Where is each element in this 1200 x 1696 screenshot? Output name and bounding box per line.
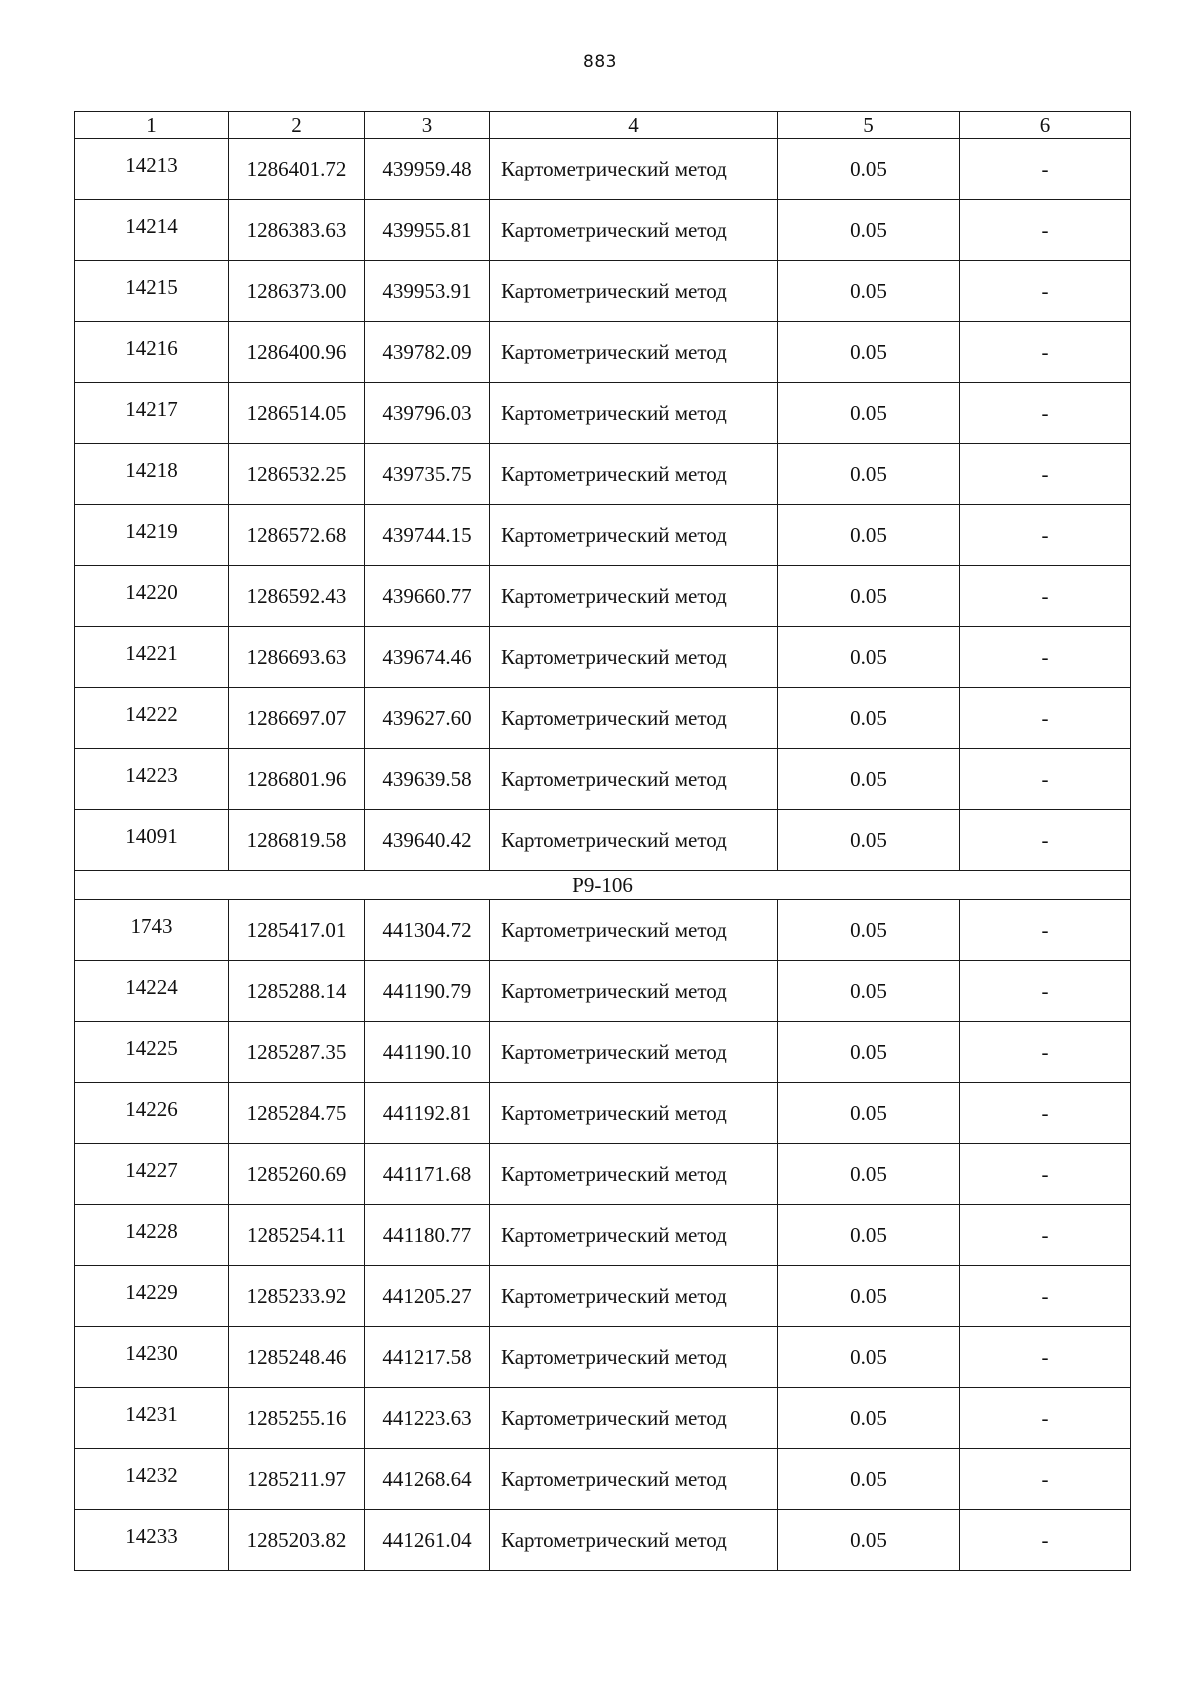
column-header: 2 [229, 112, 365, 139]
column-header: 5 [778, 112, 960, 139]
table-row [75, 1510, 1131, 1571]
x-coordinate-cell: 1286373.00 [229, 261, 365, 322]
x-coordinate-cell: 1285254.11 [229, 1205, 365, 1266]
method-cell: Картометрический метод [490, 900, 778, 961]
point-number-cell: 14225 [75, 1022, 229, 1083]
note-cell: - [960, 1388, 1131, 1449]
x-coordinate-cell: 1286693.63 [229, 627, 365, 688]
note-cell: - [960, 383, 1131, 444]
point-number-cell: 14224 [75, 961, 229, 1022]
y-coordinate-cell: 439627.60 [365, 688, 490, 749]
column-header: 1 [75, 112, 229, 139]
y-coordinate-cell: 439955.81 [365, 200, 490, 261]
accuracy-cell: 0.05 [778, 1327, 960, 1388]
x-coordinate-cell: 1285255.16 [229, 1388, 365, 1449]
method-cell: Картометрический метод [490, 1388, 778, 1449]
point-number-cell: 14216 [75, 322, 229, 383]
note-cell: - [960, 688, 1131, 749]
point-number-cell: 14226 [75, 1083, 229, 1144]
x-coordinate-cell: 1286401.72 [229, 139, 365, 200]
point-number-cell: 14213 [75, 139, 229, 200]
accuracy-cell: 0.05 [778, 1449, 960, 1510]
column-header: 3 [365, 112, 490, 139]
x-coordinate-cell: 1286592.43 [229, 566, 365, 627]
note-cell: - [960, 139, 1131, 200]
y-coordinate-cell: 441223.63 [365, 1388, 490, 1449]
point-number-cell: 14233 [75, 1510, 229, 1571]
table-row [75, 627, 1131, 688]
note-cell: - [960, 1205, 1131, 1266]
x-coordinate-cell: 1285287.35 [229, 1022, 365, 1083]
point-number-cell: 14220 [75, 566, 229, 627]
point-number-cell: 14219 [75, 505, 229, 566]
note-cell: - [960, 810, 1131, 871]
table-row [75, 961, 1131, 1022]
x-coordinate-cell: 1286819.58 [229, 810, 365, 871]
table-row [75, 200, 1131, 261]
method-cell: Картометрический метод [490, 749, 778, 810]
table-row [75, 444, 1131, 505]
method-cell: Картометрический метод [490, 688, 778, 749]
accuracy-cell: 0.05 [778, 505, 960, 566]
table-row [75, 1083, 1131, 1144]
coordinates-table [74, 111, 1131, 1571]
point-number-cell: 14227 [75, 1144, 229, 1205]
x-coordinate-cell: 1285288.14 [229, 961, 365, 1022]
x-coordinate-cell: 1285248.46 [229, 1327, 365, 1388]
note-cell: - [960, 200, 1131, 261]
note-cell: - [960, 322, 1131, 383]
accuracy-cell: 0.05 [778, 1510, 960, 1571]
accuracy-cell: 0.05 [778, 749, 960, 810]
note-cell: - [960, 749, 1131, 810]
note-cell: - [960, 1266, 1131, 1327]
y-coordinate-cell: 441261.04 [365, 1510, 490, 1571]
y-coordinate-cell: 439660.77 [365, 566, 490, 627]
method-cell: Картометрический метод [490, 139, 778, 200]
table-row [75, 139, 1131, 200]
table-row [75, 1205, 1131, 1266]
y-coordinate-cell: 439959.48 [365, 139, 490, 200]
point-number-cell: 14218 [75, 444, 229, 505]
table-row [75, 261, 1131, 322]
accuracy-cell: 0.05 [778, 566, 960, 627]
accuracy-cell: 0.05 [778, 1266, 960, 1327]
table-row [75, 688, 1131, 749]
method-cell: Картометрический метод [490, 200, 778, 261]
accuracy-cell: 0.05 [778, 322, 960, 383]
note-cell: - [960, 1022, 1131, 1083]
column-header-row [75, 112, 1131, 139]
section-row [75, 871, 1131, 900]
point-number-cell: 14221 [75, 627, 229, 688]
note-cell: - [960, 1449, 1131, 1510]
accuracy-cell: 0.05 [778, 383, 960, 444]
section-title: Р9-106 [75, 871, 1131, 900]
table-row [75, 505, 1131, 566]
method-cell: Картометрический метод [490, 322, 778, 383]
x-coordinate-cell: 1285417.01 [229, 900, 365, 961]
y-coordinate-cell: 441268.64 [365, 1449, 490, 1510]
y-coordinate-cell: 441217.58 [365, 1327, 490, 1388]
table-row [75, 1266, 1131, 1327]
x-coordinate-cell: 1285260.69 [229, 1144, 365, 1205]
accuracy-cell: 0.05 [778, 1083, 960, 1144]
page-number: 883 [583, 52, 617, 72]
note-cell: - [960, 900, 1131, 961]
y-coordinate-cell: 439674.46 [365, 627, 490, 688]
table-body [75, 112, 1131, 1571]
accuracy-cell: 0.05 [778, 1144, 960, 1205]
x-coordinate-cell: 1285233.92 [229, 1266, 365, 1327]
x-coordinate-cell: 1285211.97 [229, 1449, 365, 1510]
y-coordinate-cell: 441180.77 [365, 1205, 490, 1266]
x-coordinate-cell: 1285203.82 [229, 1510, 365, 1571]
y-coordinate-cell: 441205.27 [365, 1266, 490, 1327]
method-cell: Картометрический метод [490, 444, 778, 505]
note-cell: - [960, 627, 1131, 688]
note-cell: - [960, 261, 1131, 322]
accuracy-cell: 0.05 [778, 200, 960, 261]
table-row [75, 1144, 1131, 1205]
y-coordinate-cell: 441304.72 [365, 900, 490, 961]
accuracy-cell: 0.05 [778, 261, 960, 322]
accuracy-cell: 0.05 [778, 900, 960, 961]
accuracy-cell: 0.05 [778, 810, 960, 871]
note-cell: - [960, 1510, 1131, 1571]
point-number-cell: 14217 [75, 383, 229, 444]
method-cell: Картометрический метод [490, 1266, 778, 1327]
y-coordinate-cell: 439953.91 [365, 261, 490, 322]
x-coordinate-cell: 1286383.63 [229, 200, 365, 261]
method-cell: Картометрический метод [490, 1144, 778, 1205]
x-coordinate-cell: 1286400.96 [229, 322, 365, 383]
table-row [75, 749, 1131, 810]
method-cell: Картометрический метод [490, 383, 778, 444]
method-cell: Картометрический метод [490, 1327, 778, 1388]
x-coordinate-cell: 1286697.07 [229, 688, 365, 749]
method-cell: Картометрический метод [490, 1510, 778, 1571]
point-number-cell: 14214 [75, 200, 229, 261]
table-row [75, 383, 1131, 444]
accuracy-cell: 0.05 [778, 627, 960, 688]
note-cell: - [960, 1327, 1131, 1388]
accuracy-cell: 0.05 [778, 688, 960, 749]
table-row [75, 1449, 1131, 1510]
point-number-cell: 14091 [75, 810, 229, 871]
y-coordinate-cell: 439796.03 [365, 383, 490, 444]
method-cell: Картометрический метод [490, 505, 778, 566]
column-header: 4 [490, 112, 778, 139]
y-coordinate-cell: 439640.42 [365, 810, 490, 871]
table-row [75, 322, 1131, 383]
table-row [75, 810, 1131, 871]
method-cell: Картометрический метод [490, 261, 778, 322]
accuracy-cell: 0.05 [778, 1205, 960, 1266]
point-number-cell: 14230 [75, 1327, 229, 1388]
table-row [75, 1327, 1131, 1388]
point-number-cell: 14223 [75, 749, 229, 810]
accuracy-cell: 0.05 [778, 444, 960, 505]
note-cell: - [960, 444, 1131, 505]
accuracy-cell: 0.05 [778, 961, 960, 1022]
point-number-cell: 14231 [75, 1388, 229, 1449]
point-number-cell: 1743 [75, 900, 229, 961]
table-row [75, 566, 1131, 627]
method-cell: Картометрический метод [490, 1205, 778, 1266]
table-row [75, 1022, 1131, 1083]
x-coordinate-cell: 1286532.25 [229, 444, 365, 505]
y-coordinate-cell: 439782.09 [365, 322, 490, 383]
y-coordinate-cell: 439735.75 [365, 444, 490, 505]
y-coordinate-cell: 439744.15 [365, 505, 490, 566]
point-number-cell: 14229 [75, 1266, 229, 1327]
point-number-cell: 14215 [75, 261, 229, 322]
x-coordinate-cell: 1286514.05 [229, 383, 365, 444]
x-coordinate-cell: 1286801.96 [229, 749, 365, 810]
x-coordinate-cell: 1285284.75 [229, 1083, 365, 1144]
y-coordinate-cell: 441190.10 [365, 1022, 490, 1083]
y-coordinate-cell: 441171.68 [365, 1144, 490, 1205]
accuracy-cell: 0.05 [778, 1388, 960, 1449]
note-cell: - [960, 1144, 1131, 1205]
method-cell: Картометрический метод [490, 1083, 778, 1144]
method-cell: Картометрический метод [490, 1022, 778, 1083]
method-cell: Картометрический метод [490, 1449, 778, 1510]
note-cell: - [960, 961, 1131, 1022]
note-cell: - [960, 566, 1131, 627]
y-coordinate-cell: 441192.81 [365, 1083, 490, 1144]
y-coordinate-cell: 441190.79 [365, 961, 490, 1022]
method-cell: Картометрический метод [490, 961, 778, 1022]
note-cell: - [960, 1083, 1131, 1144]
note-cell: - [960, 505, 1131, 566]
table-row [75, 1388, 1131, 1449]
point-number-cell: 14228 [75, 1205, 229, 1266]
point-number-cell: 14222 [75, 688, 229, 749]
x-coordinate-cell: 1286572.68 [229, 505, 365, 566]
method-cell: Картометрический метод [490, 627, 778, 688]
y-coordinate-cell: 439639.58 [365, 749, 490, 810]
method-cell: Картометрический метод [490, 566, 778, 627]
table-row [75, 900, 1131, 961]
accuracy-cell: 0.05 [778, 139, 960, 200]
method-cell: Картометрический метод [490, 810, 778, 871]
column-header: 6 [960, 112, 1131, 139]
accuracy-cell: 0.05 [778, 1022, 960, 1083]
point-number-cell: 14232 [75, 1449, 229, 1510]
